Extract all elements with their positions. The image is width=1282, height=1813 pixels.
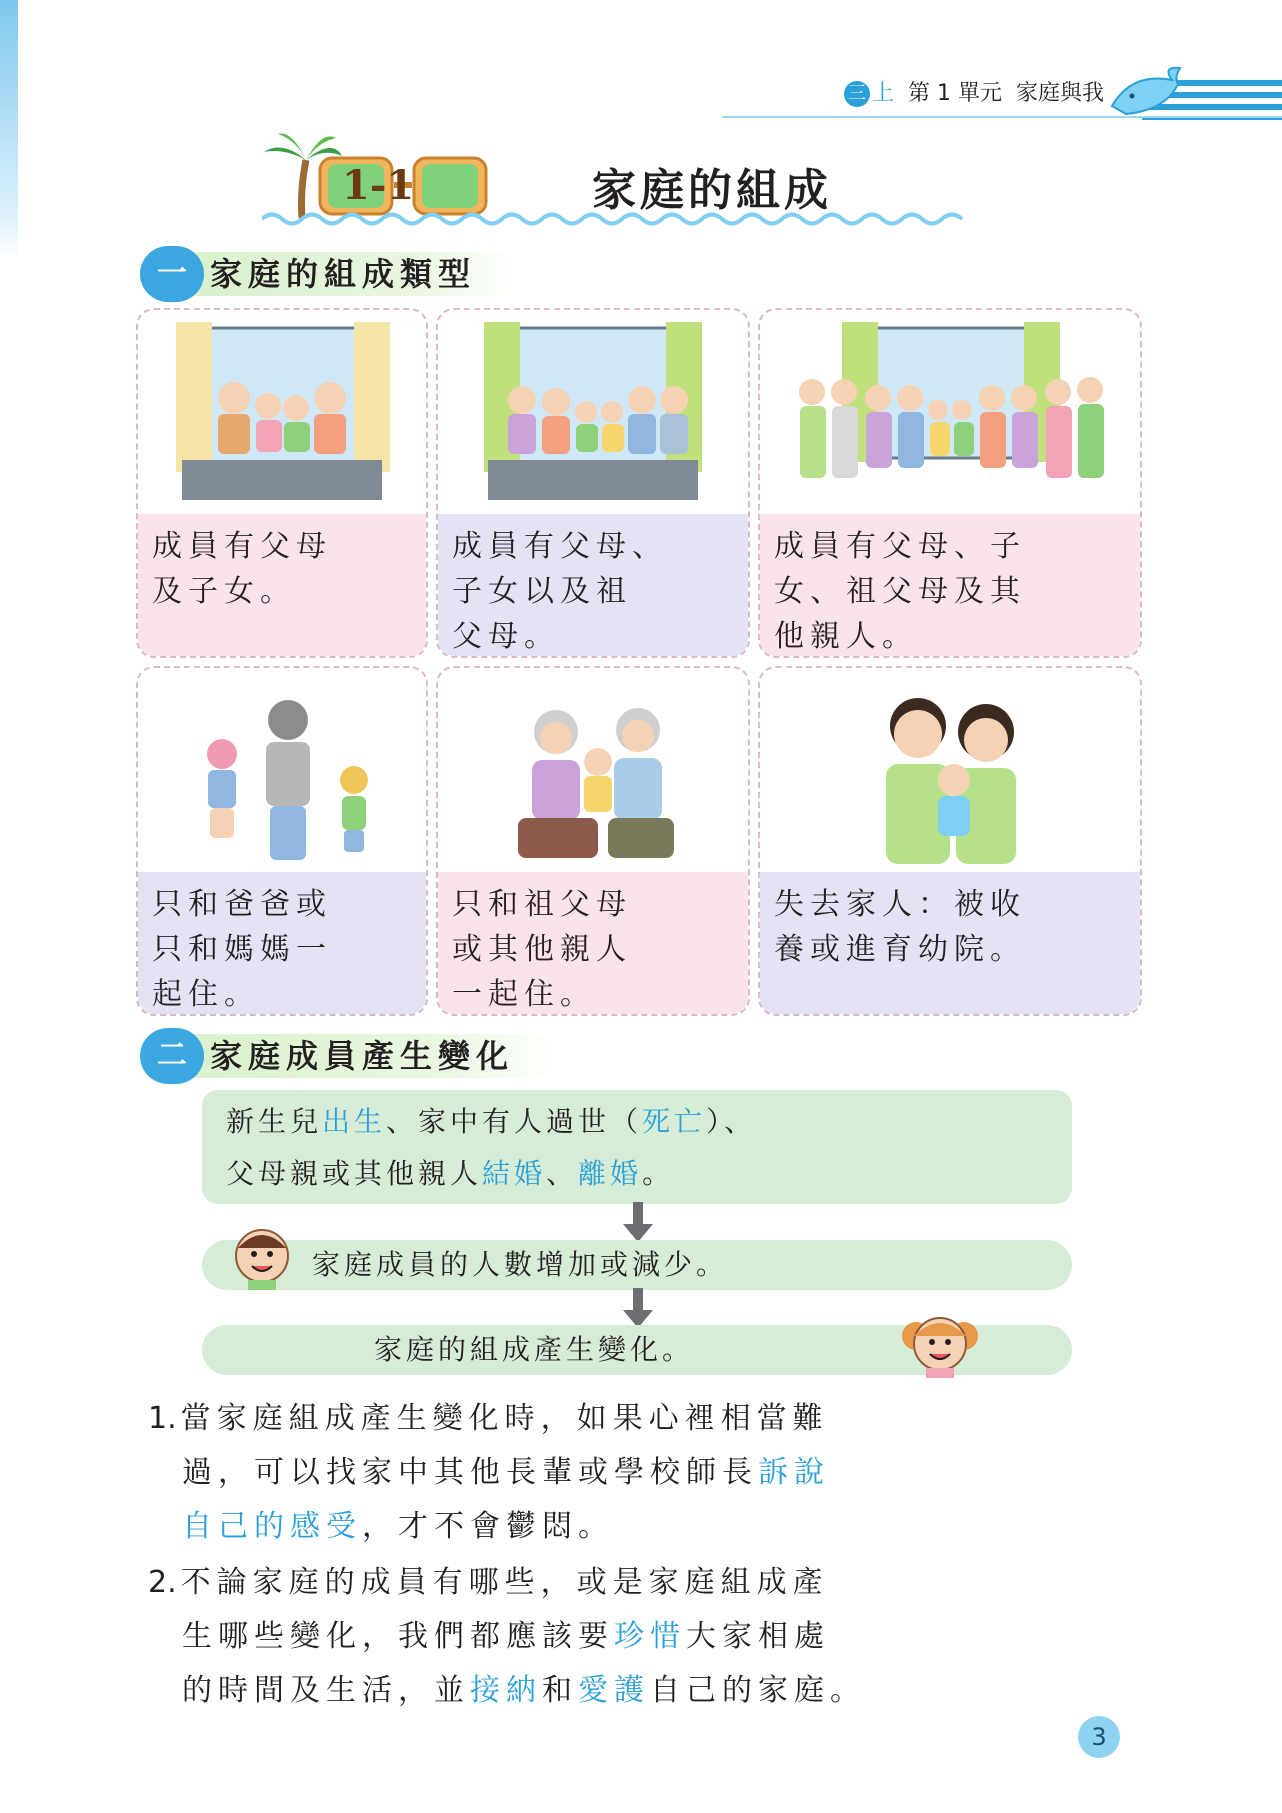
family-type-card-extended bbox=[758, 308, 1142, 658]
paragraph-line bbox=[148, 1500, 1138, 1554]
keyword-death: 死亡 bbox=[642, 1105, 707, 1138]
keyword-marriage: 結婚 bbox=[482, 1157, 547, 1190]
text: ，才不會鬱悶。 bbox=[362, 1509, 614, 1544]
semester-label: 上 bbox=[871, 81, 894, 106]
header-rule bbox=[722, 116, 1282, 118]
card-caption bbox=[438, 514, 748, 656]
boy-face-icon bbox=[232, 1222, 292, 1292]
family-type-card-three-generation bbox=[436, 308, 750, 658]
girl-face-icon bbox=[900, 1306, 980, 1380]
extended-family-illustration bbox=[760, 310, 1140, 520]
keyword: 訴說 bbox=[758, 1455, 830, 1490]
caption-line: 成員有父母、子 bbox=[774, 529, 1026, 564]
page-edge-tab bbox=[0, 0, 18, 260]
nuclear-family-illustration bbox=[138, 310, 426, 520]
text: 當家庭組成產生變化時，如果心裡相當難 bbox=[180, 1401, 829, 1436]
caption-line: 成員有父母、 bbox=[452, 529, 668, 564]
page-header bbox=[642, 62, 1282, 122]
text: 大家相處 bbox=[686, 1619, 830, 1654]
caption-line: 起住。 bbox=[152, 977, 260, 1012]
caption-line: 或其他親人 bbox=[452, 932, 632, 967]
text: 生哪些變化，我們都應該要 bbox=[182, 1619, 614, 1654]
lesson-heading bbox=[262, 130, 982, 230]
page-number: 3 bbox=[1078, 1716, 1120, 1758]
card-caption bbox=[760, 872, 1140, 1014]
caption-line: 及子女。 bbox=[152, 574, 296, 609]
lesson-number-text: 1-1 bbox=[342, 162, 415, 209]
unit-label: 第 1 單元 bbox=[908, 81, 1002, 106]
paragraph-line bbox=[148, 1446, 1138, 1500]
caption-line: 只和祖父母 bbox=[452, 887, 632, 922]
family-type-card-adoption bbox=[758, 666, 1142, 1016]
paragraph-line bbox=[148, 1610, 1138, 1664]
section-1-number: 一 bbox=[140, 246, 204, 302]
text: 、家中有人過世（ bbox=[386, 1105, 643, 1138]
text: ）、 bbox=[706, 1105, 757, 1138]
text: 不論家庭的成員有哪些，或是家庭組成產 bbox=[180, 1565, 829, 1600]
keyword: 接納 bbox=[470, 1673, 542, 1708]
down-arrow-icon bbox=[623, 1202, 653, 1242]
lesson-title: 家庭的組成 bbox=[592, 165, 832, 216]
family-type-card-grandparents bbox=[436, 666, 750, 1016]
caption-line: 只和媽媽一 bbox=[152, 932, 332, 967]
list-number: 1. bbox=[148, 1401, 177, 1436]
member-count-change-box bbox=[202, 1240, 1072, 1290]
caption-line: 女、祖父母及其 bbox=[774, 574, 1026, 609]
change-events-line-1 bbox=[226, 1096, 1048, 1148]
section-2-title: 家庭成員產生變化 bbox=[188, 1034, 554, 1078]
text: 自己的家庭。 bbox=[650, 1673, 866, 1708]
text: 。 bbox=[642, 1157, 675, 1190]
caption-line: 只和爸爸或 bbox=[152, 887, 332, 922]
keyword: 愛護 bbox=[578, 1673, 650, 1708]
semester-badge: 三 bbox=[844, 81, 870, 107]
keyword: 珍惜 bbox=[614, 1619, 686, 1654]
paragraph-2 bbox=[148, 1556, 1138, 1718]
flow-text: 家庭的組成產生變化。 bbox=[374, 1333, 695, 1366]
text: 新生兒 bbox=[226, 1105, 323, 1138]
unit-title: 家庭與我 bbox=[1015, 81, 1104, 106]
section-2-number: 二 bbox=[140, 1028, 204, 1084]
family-type-card-nuclear bbox=[136, 308, 428, 658]
card-caption bbox=[138, 514, 426, 656]
card-caption bbox=[138, 872, 426, 1014]
keyword-birth: 出生 bbox=[322, 1105, 387, 1138]
caption-line: 父母。 bbox=[452, 619, 560, 654]
down-arrow-icon bbox=[623, 1288, 653, 1328]
caption-line: 失去家人：被收 bbox=[774, 887, 1026, 922]
paragraph-line bbox=[148, 1664, 1138, 1718]
whale-icon bbox=[1102, 66, 1282, 122]
keyword: 自己的感受 bbox=[182, 1509, 362, 1544]
keyword-divorce: 離婚 bbox=[578, 1157, 643, 1190]
card-caption bbox=[760, 514, 1140, 656]
caption-line: 成員有父母 bbox=[152, 529, 332, 564]
flow-text: 家庭成員的人數增加或減少。 bbox=[312, 1248, 729, 1281]
text: 過，可以找家中其他長輩或學校師長 bbox=[182, 1455, 758, 1490]
paragraph-1 bbox=[148, 1392, 1138, 1554]
change-events-box bbox=[202, 1090, 1072, 1204]
section-1-title: 家庭的組成類型 bbox=[188, 252, 516, 296]
caption-line: 養或進育幼院。 bbox=[774, 932, 1026, 967]
text: 、 bbox=[546, 1157, 579, 1190]
text: 父母親或其他親人 bbox=[226, 1157, 483, 1190]
grandparents-illustration bbox=[438, 668, 748, 868]
text: 的時間及生活，並 bbox=[182, 1673, 470, 1708]
card-caption bbox=[438, 872, 748, 1014]
text: 和 bbox=[542, 1673, 578, 1708]
list-number: 2. bbox=[148, 1565, 177, 1600]
single-parent-illustration bbox=[138, 668, 426, 868]
family-type-card-single-parent bbox=[136, 666, 428, 1016]
wave-decoration bbox=[262, 210, 982, 228]
change-events-line-2 bbox=[226, 1148, 1048, 1200]
caption-line: 一起住。 bbox=[452, 977, 596, 1012]
adoptive-family-illustration bbox=[760, 668, 1140, 868]
three-generation-family-illustration bbox=[438, 310, 748, 520]
paragraph-line bbox=[148, 1556, 1138, 1610]
caption-line: 他親人。 bbox=[774, 619, 918, 654]
paragraph-line bbox=[148, 1392, 1138, 1446]
caption-line: 子女以及祖 bbox=[452, 574, 632, 609]
header-text bbox=[844, 76, 1104, 107]
